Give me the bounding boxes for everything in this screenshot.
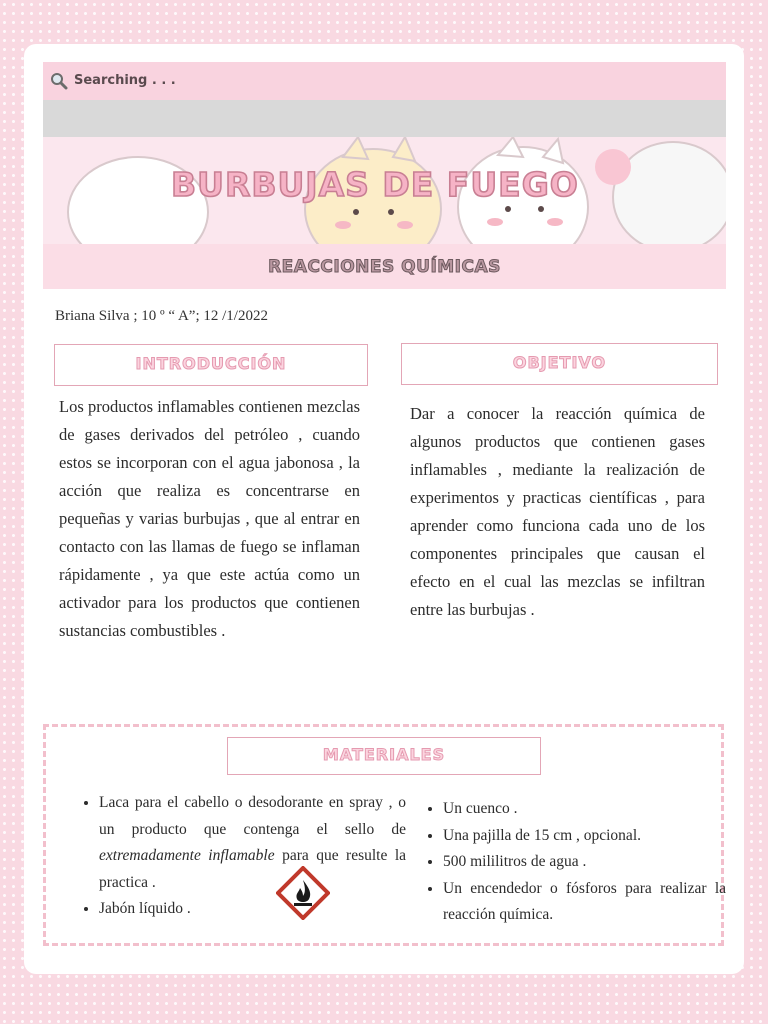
list-item: • 500 mililitros de agua . [443, 849, 726, 876]
introduccion-text: Los productos inflamables contienen mezclas de gases derivados del petróleo , cuando estos se incorporan con el agua jabonosa , la acción que realiza es concentrarse en pequeñas y varias burbujas , que al entrar en contacto con las llamas de fuego se inflaman rápidamente , ya que este actúa como un activador para los productos que contienen sustancias combustibles . [59, 397, 360, 640]
author-line: Briana Silva ; 10 º “ A”; 12 /1/2022 [55, 308, 268, 324]
magnifier-icon [50, 72, 68, 90]
list-item: • Laca para el cabello o desodorante en spray , o un producto que contenga el sello de extremadamente inflamable para que resulte la practica . [99, 790, 406, 896]
objetivo-text: Dar a conocer la reacción química de algunos productos que contienen gases inflamables , mediante la realización de experimentos y practicas científicas , para aprender como funciona cada uno de los componentes principales que causan el efecto en el cual las mezclas se infiltran entre las burbujas . [410, 404, 705, 619]
materiales-heading-box [227, 737, 541, 775]
flammable-hazard-icon [276, 866, 330, 920]
gray-band [43, 100, 726, 137]
banner-title: BURBUJAS DE FUEGO [171, 165, 579, 204]
subtitle: REACCIONES QUÍMICAS [268, 257, 501, 277]
objetivo-heading: OBJETIVO [512, 353, 607, 372]
search-bar[interactable] [43, 62, 726, 100]
materiales-left-list [77, 790, 406, 923]
materiales-right-list [421, 796, 726, 929]
subtitle-band [43, 244, 726, 289]
introduccion-heading: INTRODUCCIÓN [135, 354, 287, 373]
header-banner [43, 137, 726, 244]
materiales-heading: MATERIALES [322, 745, 446, 764]
list-item: • Un encendedor o fósforos para realizar la reacción química. [443, 876, 726, 929]
objetivo-heading-box [401, 343, 718, 385]
list-item: • Un cuenco . [443, 796, 726, 823]
introduccion-heading-box [54, 344, 368, 386]
search-label: Searching . . . [74, 73, 176, 88]
list-item: • Una pajilla de 15 cm , opcional. [443, 823, 726, 850]
list-item: • Jabón líquido . [99, 896, 406, 923]
